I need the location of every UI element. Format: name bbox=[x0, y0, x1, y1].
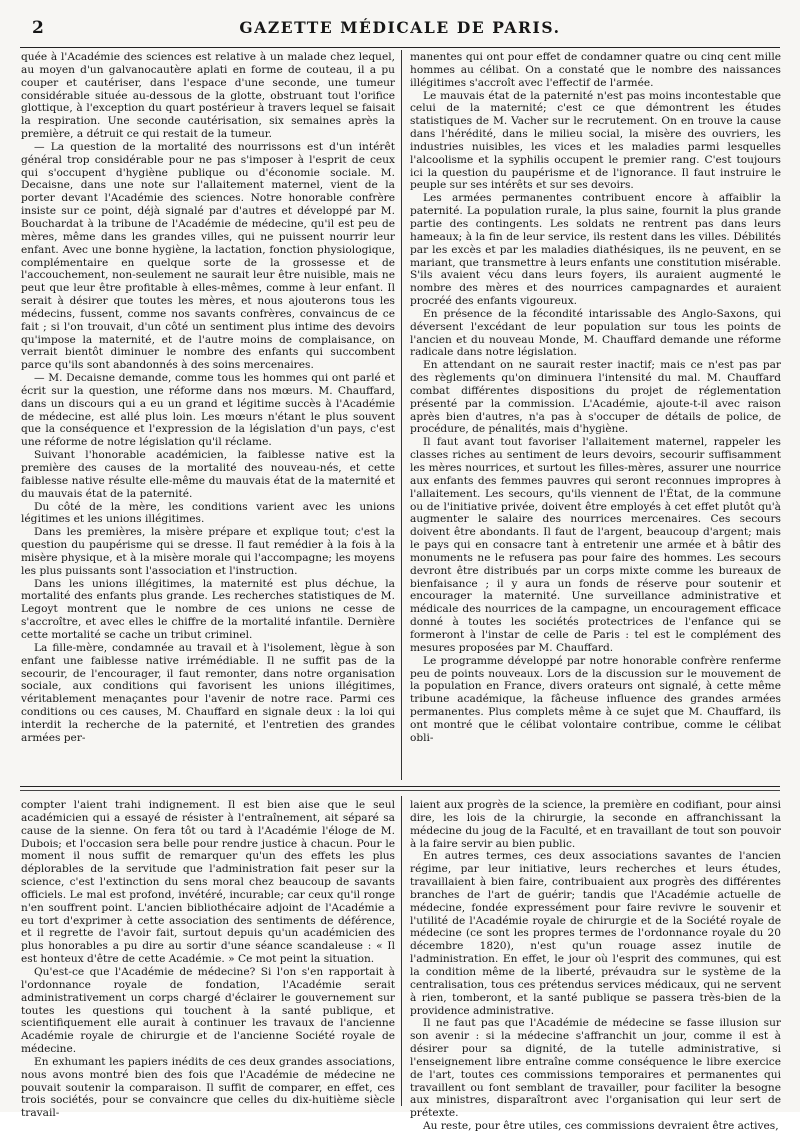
paragraph: Dans les premières, la misère prépare et explique tout; c'est la question du paupérisme qui se dresse. Il faut remédier à la fois à la misère physique, et à la misère morale qui l'accompagne; les moyens les plus puissants sont l'association et l'instruction. bbox=[21, 526, 395, 577]
paragraph: Il ne faut pas que l'Académie de médecine se fasse illusion sur son avenir : si la médecine s'affranchit un jour, comme il est à désirer pour sa dignité, de la tutelle administrative, si l'enseignement libre entraîne comme conséquence le libre exercice de l'art, toutes ces commissions temporaires et permanentes qui travaillent ou font semblant de travailler, pour faciliter la besogne aux ministres, disparaîtront avec l'organisation qui leur sert de prétexte. bbox=[410, 1017, 781, 1120]
paragraph: compter l'aient trahi indignement. Il est bien aise que le seul académicien qui a essayé de résister à l'entraînement, ait séparé sa cause de la sienne. On fera tôt ou tard à l'Académie l'éloge de M. Dubois; et l'occasion sera belle pour rendre justice à chacun. Pour le moment il nous suffit de remarquer qu'un des effets les plus déplorables de la servitude que l'administration fait peser sur la science, c'est l'extinction du sens moral chez beaucoup de savants officiels. Le mal est profond, invétéré, incurable; car ceux qu'il ronge n'en souffrent point. L'ancien bibliothécaire adjoint de l'Académie a eu tort d'exprimer à cette association des sentiments de déférence, et il regrette de l'avoir fait, surtout depuis qu'un académicien des plus honorables a pu dire au sortir d'une séance scandaleuse : « Il est honteux d'être de cette Académie. » Ce mot peint la situation. bbox=[21, 799, 395, 966]
column-bottom-left bbox=[21, 799, 395, 1120]
column-top-left bbox=[21, 51, 395, 778]
paragraph: Dans les unions illégitimes, la maternité est plus déchue, la mortalité des enfants plus grande. Les recherches statistiques de M. Legoyt montrent que le nombre de ces unions ne cesse de s'accroître, et avec elles le chiffre de la mortalité infantile. Dernière cette mortalité se cache un tribut criminel. bbox=[21, 577, 395, 641]
paragraph: Le programme développé par notre honorable confrère renferme peu de points nouveaux. Lors de la discussion sur le mouvement de la population en France, divers orateurs ont signalé, à cette même tribune académique, la fâcheuse influence des grandes armées permanentes. Plus complets même à ce sujet que M. Chauffard, ils ont montré que le célibat volontaire contribue, comme le célibat obli- bbox=[410, 654, 781, 744]
paragraph: laient aux progrès de la science, la première en codifiant, pour ainsi dire, les lois de la chirurgie, la seconde en affranchissant la médecine du joug de la Faculté, et en travaillant de tout son pouvoir à la faire servir au bien public. bbox=[410, 799, 781, 850]
paragraph: Qu'est-ce que l'Académie de médecine? Si l'on s'en rapportait à l'ordonnance royale de fondation, l'Académie serait administrativement un corps chargé d'éclairer le gouvernement sur toutes les questions qui touchent à la santé publique, et scientifiquement elle aurait à continuer les travaux de l'ancienne Académie royale de chirurgie et de l'ancienne Société royale de médecine. bbox=[21, 965, 395, 1056]
running-title: GAZETTE MÉDICALE DE PARIS. bbox=[239, 18, 561, 37]
paragraph: Suivant l'honorable académicien, la faiblesse native est la première des causes de la mortalité des nouveau-nés, et cette faiblesse native résulte elle-même du mauvais état de la maternité et du mauvais état de la paternité. bbox=[21, 449, 395, 500]
paragraph: manentes qui ont pour effet de condamner quatre ou cinq cent mille hommes au célibat. On a constaté que le nombre des naissances illégitimes s'accroît avec l'effectif de l'armée. bbox=[410, 51, 781, 89]
paragraph: En exhumant les papiers inédits de ces deux grandes associations, nous avons montré bien des fois que l'Académie de médecine ne pouvait soutenir la comparaison. Il suffit de comparer, en effet, ces trois sociétés, pour se convaincre que celles du dix-huitième siècle travail- bbox=[21, 1055, 395, 1120]
paragraph: Il faut avant tout favoriser l'allaitement maternel, rappeler les classes riches au sentiment de leurs devoirs, secourir suffisamment les mères nourrices, et surtout les filles-mères, assurer une nourrice aux enfants des femmes pauvres qui seront reconnues impropres à l'allaitement. Les secours, qu'ils viennent de l'État, de la commune ou de l'initiative privée, doivent être employés à cet effet plutôt qu'à augmenter le salaire des nourrices mercenaires. Ces secours doivent être abondants. Il faut de l'argent, beaucoup d'argent; mais le pays qui en consacre tant à entretenir une armée et à bâtir des monuments ne le refusera pas pour faire des hommes. Les secours devront être distribués par un corps mixte comme les bureaux de bienfaisance ; il y aura un fonds de réserve pour soutenir et encourager la maternité. Une surveillance administrative et médicale des nourrices de la campagne, un encouragement efficace donné à toutes les sociétés protectrices de l'enfance qui se formeront à l'instar de celle de Paris : tel est le complément des mesures proposées par M. Chauffard. bbox=[410, 436, 781, 654]
paragraph: Au reste, pour être utiles, ces commissions devraient être actives, bbox=[423, 1120, 779, 1133]
column-top-right bbox=[410, 51, 781, 778]
column-divider-top bbox=[401, 50, 402, 780]
paragraph: En autres termes, ces deux associations savantes de l'ancien régime, par leur initiative, leurs recherches et leurs études, travaillaient à bien faire, contribuaient aux progrès des différentes branches de l'art de guérir; tandis que l'Académie actuelle de médecine, fondée expressément pour faire revivre le souvenir et l'utilité de l'Académie royale de chirurgie et de la Société royale de médecine (ce sont les propres termes de l'ordonnance royale du 20 décembre 1820), n'est qu'un rouage assez inutile de l'administration. En effet, le jour où l'esprit des communes, qui est la condition même de la liberté, prévaudra sur le système de la centralisation, tous ces prétendus services médicaux, qui ne servent à rien, tomberont, et la santé publique se passera très-bien de la providence administrative. bbox=[410, 850, 781, 1017]
section-divider bbox=[20, 786, 780, 787]
paragraph: Du côté de la mère, les conditions varient avec les unions légitimes et les unions illégitimes. bbox=[21, 500, 395, 526]
header-rule bbox=[20, 47, 780, 48]
paragraph: La fille-mère, condamnée au travail et à l'isolement, lègue à son enfant une faiblesse native irrémédiable. Il ne suffit pas de la secourir, de l'encourager, il faut remonter, dans notre organisation sociale, aux conditions qui favorisent les unions illégitimes, véritablement menaçantes pour l'avenir de notre race. Parmi ces conditions ou ces causes, M. Chauffard en signale deux : la loi qui interdit la recherche de la paternité, et l'entretien des grandes armées per- bbox=[21, 641, 395, 744]
page-number: 2 bbox=[32, 18, 44, 38]
paragraph: quée à l'Académie des sciences est relative à un malade chez lequel, au moyen d'un galvanocautère aplati en forme de couteau, il a pu couper et cautériser, dans l'espace d'une seconde, une tumeur considérable située au-dessous de la glotte, obstruant tout l'orifice glottique, à l'exception du quart postérieur à travers lequel se faisait la respiration. Une seconde cautérisation, six semaines après la première, a détruit ce qui restait de la tumeur. bbox=[21, 51, 395, 141]
paragraph: En attendant on ne saurait rester inactif; mais ce n'est pas par des règlements qu'on diminuera l'intensité du mal. M. Chauffard combat différentes dispositions du projet de réglementation présenté par la commission. L'Académie, ajoute-t-il avec raison après bien d'autres, n'a pas à s'occuper de détails de police, de procédure, de pénalités, mais d'hygiène. bbox=[410, 359, 781, 436]
column-bottom-right bbox=[410, 799, 781, 1133]
page-header bbox=[24, 14, 776, 40]
paragraph: Les armées permanentes contribuent encore à affaiblir la paternité. La population rurale, la plus saine, fournit la plus grande partie des contingents. Les soldats ne rentrent pas dans leurs hameaux; à la fin de leur service, ils restent dans les villes. Débilités par les excès et par les maladies diathésiques, ils ne peuvent, en se mariant, que transmettre à leurs enfants une constitution misérable. S'ils avaient vécu dans leurs foyers, ils auraient augmenté le nombre des mères et des nourrices campagnardes et auraient procréé des enfants vigoureux. bbox=[410, 192, 781, 308]
section-divider-thin bbox=[20, 790, 780, 791]
paragraph: En présence de la fécondité intarissable des Anglo-Saxons, qui déversent l'excédant de leur population sur tous les points de l'ancien et du nouveau Monde, M. Chauffard demande une réforme radicale dans notre législation. bbox=[410, 307, 781, 359]
paragraph: — La question de la mortalité des nourrissons est d'un intérêt général trop considérable pour ne pas s'imposer à l'esprit de ceux qui s'occupent d'hygiène publique ou d'économie sociale. M. Decaisne, dans une note sur l'allaitement maternel, vient de la porter devant l'Académie des sciences. Notre honorable confrère insiste sur ce point, déjà signalé par d'autres et développé par M. Bouchardat à la tribune de l'Académie de médecine, qu'il est peu de mères, même dans les grandes villes, qui ne puissent nourrir leur enfant. Avec une bonne hygiène, la lactation, fonction physiologique, complémentaire en quelque sorte de la grossesse et de l'accouchement, non-seulement ne saurait leur être nuisible, mais ne peut que leur être profitable à elles-mêmes, comme à leur enfant. Il serait à désirer que toutes les mères, et nous ajouterons tous les médecins, fussent, comme nos savants confrères, convaincus de ce fait ; si l'on trouvait, d'un côté un sentiment plus intime des devoirs qu'impose la maternité, et de l'autre moins de complaisance, on verrait bientôt diminuer le nombre des enfants qui succombent parce qu'ils sont abandonnés à des soins mercenaires. bbox=[21, 140, 395, 372]
paragraph: — M. Decaisne demande, comme tous les hommes qui ont parlé et écrit sur la question, une réforme dans nos mœurs. M. Chauffard, dans un discours qui a eu un grand et légitime succès à l'Académie de médecine, est allé plus loin. Les mœurs n'étant le plus souvent que la conséquence et l'expression de la législation d'un pays, c'est une réforme de notre législation qu'il réclame. bbox=[21, 372, 395, 449]
paragraph: Le mauvais état de la paternité n'est pas moins incontestable que celui de la maternité; c'est ce que démontrent les études statistiques de M. Vacher sur le recrutement. On en trouve la cause dans l'hérédité, dans le milieu social, la misère des ouvriers, les industries nuisibles, les vices et les maladies parmi lesquelles l'alcoolisme et la syphilis occupent le premier rang. C'est toujours ici la question du paupérisme et de l'ignorance. Il faut instruire le peuple sur ses intérêts et sur ses devoirs. bbox=[410, 89, 781, 192]
column-divider-bottom bbox=[401, 796, 402, 1106]
